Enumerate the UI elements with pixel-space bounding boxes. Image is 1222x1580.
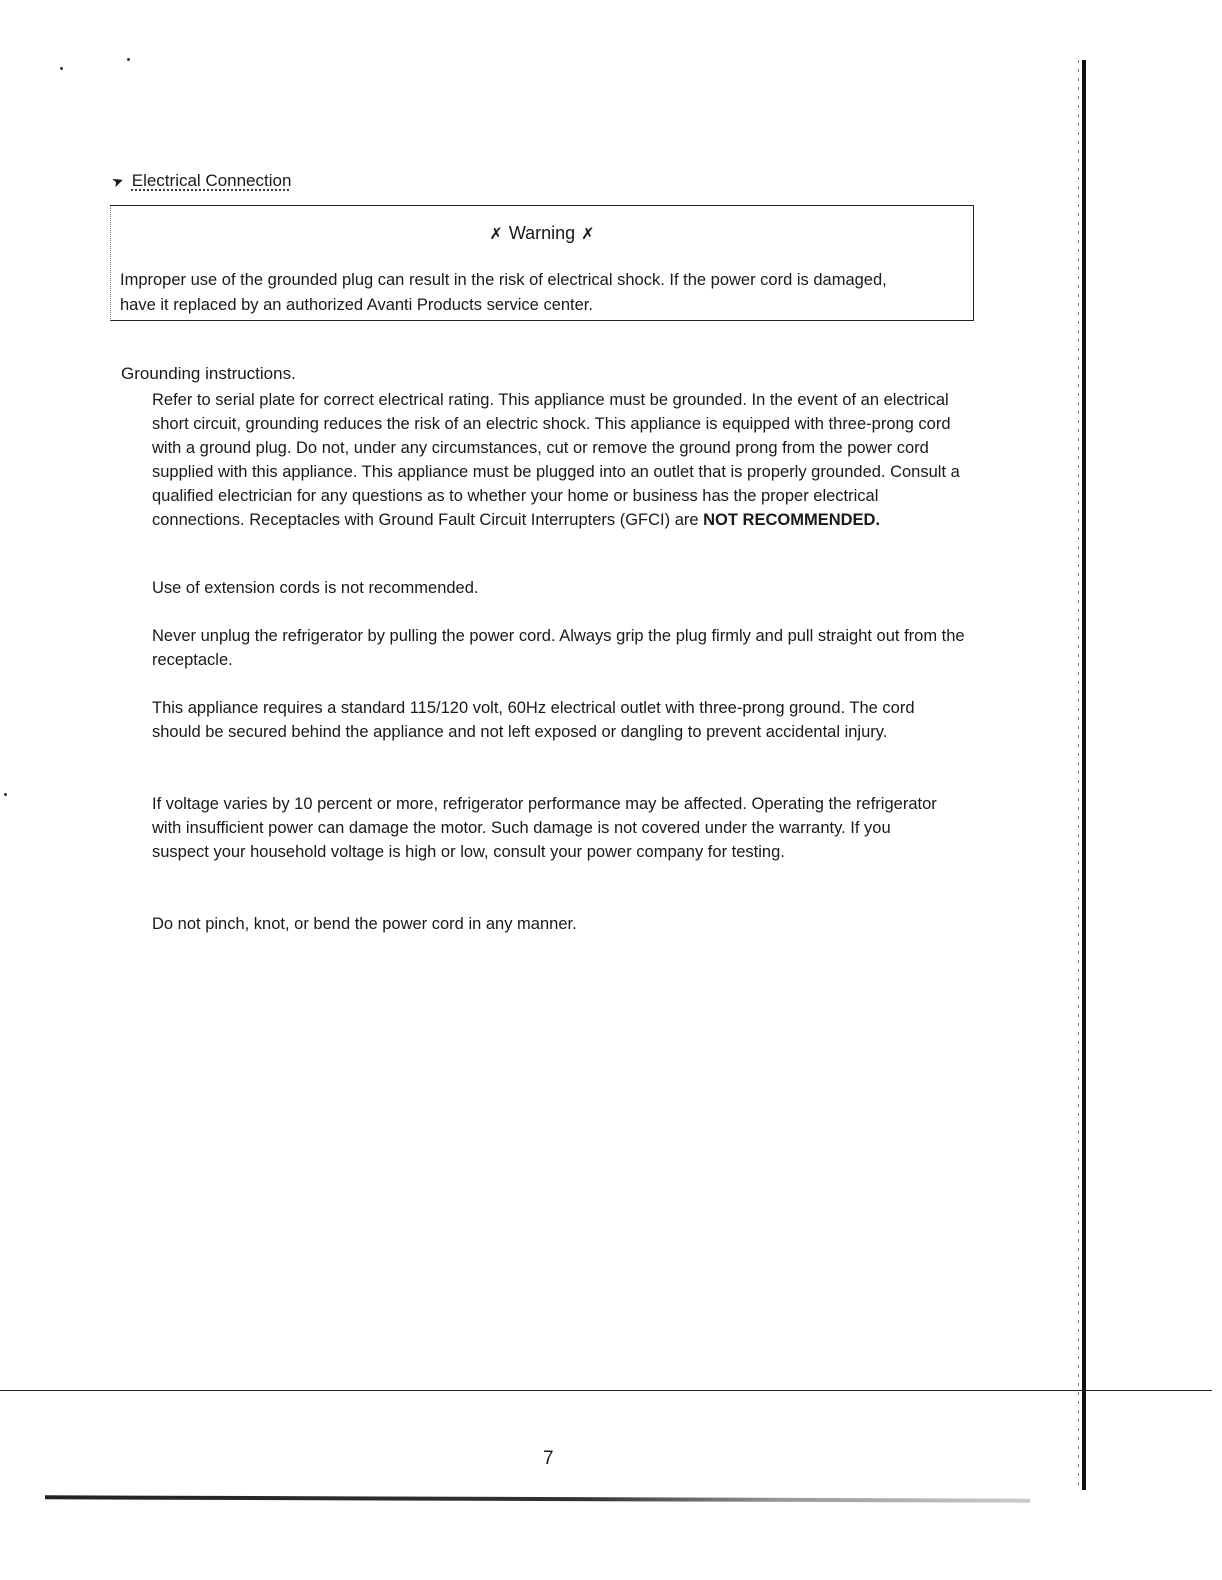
scan-bottom-edge (45, 1495, 1030, 1502)
paragraph-extension-cords: Use of extension cords is not recommended. (152, 579, 479, 597)
warning-title: Warning (508, 223, 576, 243)
warning-title-row (111, 223, 973, 244)
section-title: Electrical Connection (131, 171, 292, 190)
scan-speck (60, 67, 63, 70)
warning-mark-icon: ✗ (489, 226, 503, 243)
footer-divider (0, 1390, 1212, 1391)
paragraph-outlet: This appliance requires a standard 115/120 volt, 60Hz electrical outlet with three-prong ground. The cord should be secured behind the appliance and not left exposed or dangling to prevent accidental injury. (152, 699, 915, 741)
paragraph-cord-care: Do not pinch, knot, or bend the power cord in any manner. (152, 915, 577, 933)
scan-speck (4, 793, 7, 796)
grounding-intro-emphasis: NOT RECOMMENDED. (703, 511, 881, 529)
arrow-icon: ➤ (109, 171, 126, 191)
warning-text: Improper use of the grounded plug can result in the risk of electrical shock. If the power cord is damaged, have it replaced by an authorized Avanti Products service center. (120, 271, 887, 314)
scan-edge-dotted (1078, 60, 1079, 1490)
scan-speck (127, 58, 130, 61)
paragraph-voltage: If voltage varies by 10 percent or more, refrigerator performance may be affected. Operating the refrigerator with insufficient power can damage the motor. Such damage is not covered under the warranty. If you suspect your household voltage is high or low, consult your power company for testing. (152, 795, 937, 861)
grounding-heading: Grounding instructions. (121, 364, 296, 383)
warning-mark-icon: ✗ (581, 226, 595, 243)
grounding-intro-text: Refer to serial plate for correct electrical rating. This appliance must be grounded. In the event of an electrical short circuit, grounding reduces the risk of an electric shock. This appliance is equipped with three-prong cord with a ground plug. Do not, under any circumstances, cut or remove the ground prong from the power cord supplied with this appliance. This appliance must be plugged into an outlet that is properly grounded. Consult a qualified electrician for any questions as to whether your home or business has the proper electrical connections. Receptacles with Ground Fault Circuit Interrupters (GFCI) are (152, 391, 960, 529)
scan-edge (1082, 60, 1086, 1490)
section-heading (109, 171, 292, 191)
paragraph-unplug: Never unplug the refrigerator by pulling the power cord. Always grip the plug firmly and pull straight out from the receptacle. (152, 627, 965, 669)
warning-box (110, 205, 974, 321)
grounding-intro (152, 388, 972, 532)
page-number: 7 (543, 1448, 554, 1469)
